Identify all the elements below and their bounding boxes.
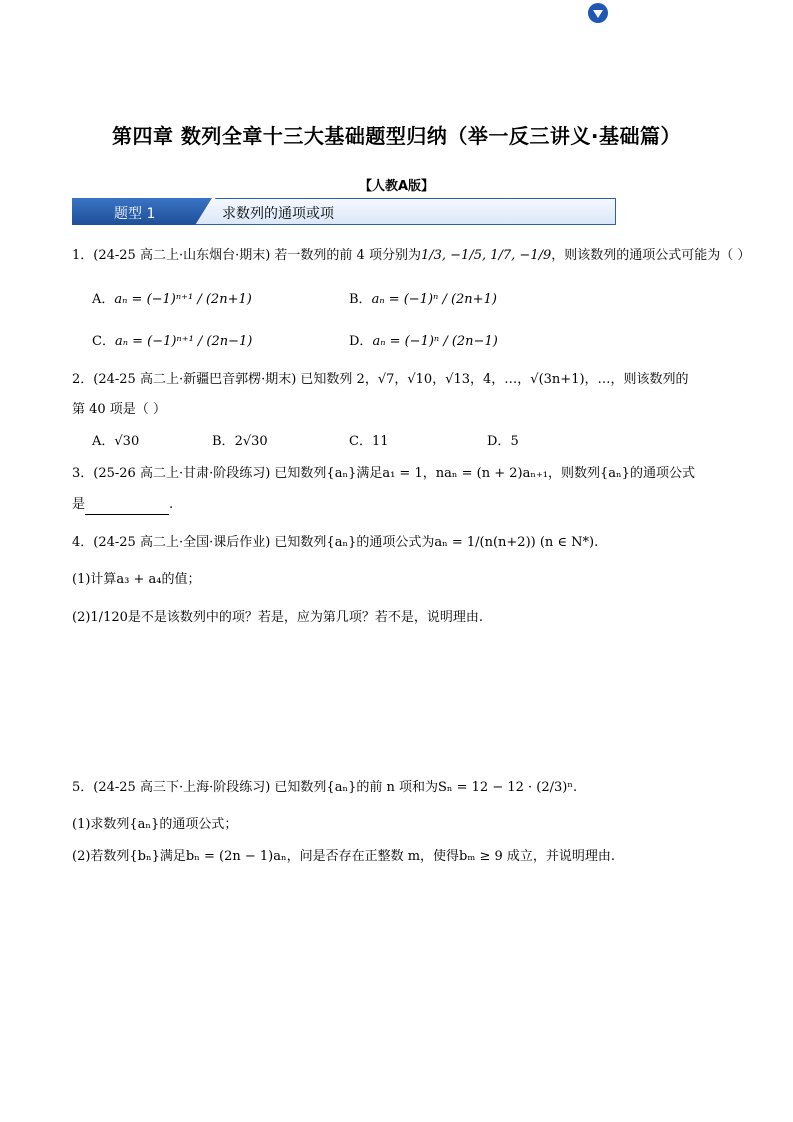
edition-label: 【人教A版】 [358,179,435,194]
q1-option-a: A．aₙ = (−1)ⁿ⁺¹ / (2n+1) [92,292,252,307]
question-5-stem: 5．(24-25 高三下·上海·阶段练习) 已知数列{aₙ}的前 n 项和为Sₙ = 12 − 12 · (2/3)ⁿ. [72,780,578,795]
q1-stem-prefix: 1．(24-25 高二上·山东烟台·期末) 若一数列的前 4 项分别为 [72,248,421,263]
q1-option-d: D．aₙ = (−1)ⁿ / (2n−1) [349,334,498,349]
question-2-stem-line1: 2．(24-25 高二上·新疆巴音郭楞·期末) 已知数列 2，√7，√10，√13，4，…，√(3n+1)，…，则该数列的 [72,372,689,387]
question-4-part-2: (2)1/120是不是该数列中的项？若是，应为第几项？若不是，说明理由. [72,610,484,625]
answer-blank[interactable] [85,500,169,515]
question-5-part-1: (1)求数列{aₙ}的通项公式； [72,817,238,832]
banner-topic-label: 求数列的通项或项 [222,206,334,222]
q2-option-a: A．√30 [92,434,140,449]
question-type-banner [72,198,614,225]
q2-option-d: D．5 [487,434,519,449]
q1-terms: 1/3, −1/5, 1/7, −1/9 [420,248,552,263]
question-2-stem-line2: 第 40 项是（ ） [72,402,166,417]
question-3-stem-line2: 是 . [72,495,173,515]
question-1-stem [72,246,750,266]
question-4-part-1: (1)计算a₃ + a₄的值； [72,572,201,587]
question-3-stem-line1: 3．(25-26 高二上·甘肃·阶段练习) 已知数列{aₙ}满足a₁ = 1，naₙ = (n + 2)aₙ₊₁，则数列{aₙ}的通项公式 [72,466,695,481]
q2-option-c: C．11 [349,434,389,449]
q1-option-c: C．aₙ = (−1)ⁿ⁺¹ / (2n−1) [92,334,253,349]
question-5-part-2: (2)若数列{bₙ}满足bₙ = (2n − 1)aₙ，问是否存在正整数 m，使得bₘ ≥ 9 成立，并说明理由. [72,849,616,864]
banner-type-label: 题型 1 [114,206,156,222]
question-4-stem: 4．(24-25 高二上·全国·课后作业) 已知数列{aₙ}的通项公式为aₙ = 1/(n(n+2)) (n ∈ N*). [72,535,599,550]
q1-option-b: B．aₙ = (−1)ⁿ / (2n+1) [349,292,497,307]
page-title: 第四章 数列全章十三大基础题型归纳（举一反三讲义·基础篇） [111,124,682,148]
q2-option-b: B．2√30 [212,434,268,449]
q1-stem-suffix: ，则该数列的通项公式可能为（ ） [551,248,751,263]
chevron-down-icon[interactable] [588,3,608,23]
